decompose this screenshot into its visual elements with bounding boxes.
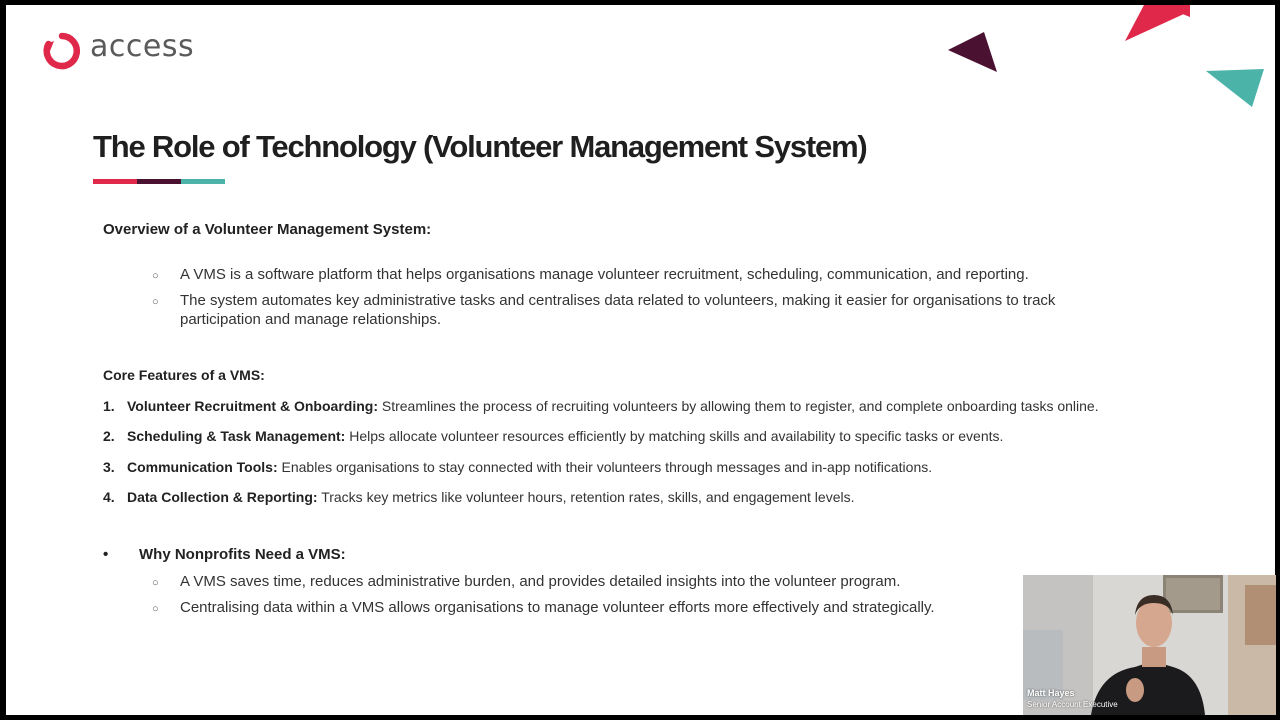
feature-number: 1.	[103, 398, 115, 414]
why-bullet-text: Centralising data within a VMS allows organisations to manage volunteer efforts more effectively and strategically.	[180, 599, 935, 616]
slide-title: The Role of Technology (Volunteer Management System)	[93, 129, 867, 164]
overview-bullet-text: The system automates key administrative tasks and centralises data related to volunteers, making it easier for organisations to track participation and manage relationships.	[180, 292, 1056, 328]
teal-triangle-icon	[1204, 67, 1270, 109]
feature-label: Communication Tools:	[127, 459, 278, 475]
feature-label: Volunteer Recruitment & Onboarding:	[127, 398, 378, 414]
presenter-role: Senior Account Executive	[1027, 700, 1118, 709]
why-bullet-text: A VMS saves time, reduces administrative burden, and provides detailed insights into the volunteer program.	[180, 573, 901, 590]
feature-label: Data Collection & Reporting:	[127, 489, 318, 505]
plum-triangle-icon	[946, 30, 1000, 74]
title-underline	[93, 179, 225, 184]
core-features-heading: Core Features of a VMS:	[103, 367, 265, 383]
access-logo-mark-icon	[40, 32, 84, 70]
feature-text: Enables organisations to stay connected with their volunteers through messages and in-app notifications.	[281, 459, 933, 475]
feature-text: Tracks key metrics like volunteer hours, retention rates, skills, and engagement levels.	[321, 489, 855, 505]
overview-bullet	[152, 291, 1132, 329]
presenter-name: Matt Hayes	[1027, 688, 1075, 698]
feature-text: Helps allocate volunteer resources efficiently by matching skills and availability to specific tasks or events.	[349, 428, 1004, 444]
presenter-webcam	[1023, 575, 1276, 715]
feature-text: Streamlines the process of recruiting volunteers by allowing them to register, and complete onboarding tasks online.	[381, 398, 1099, 414]
feature-number: 2.	[103, 428, 115, 444]
underline-plum-segment	[137, 179, 181, 184]
feature-number: 4.	[103, 489, 115, 505]
overview-bullet-text: A VMS is a software platform that helps organisations manage volunteer recruitment, scheduling, communication, and reporting.	[180, 266, 1029, 283]
overview-heading: Overview of a Volunteer Management System:	[103, 221, 432, 238]
hollow-bullet-icon: ○	[152, 296, 159, 308]
why-bullet	[152, 572, 1132, 591]
overview-bullet	[152, 265, 1132, 284]
hollow-bullet-icon: ○	[152, 270, 159, 282]
why-bullet	[152, 598, 1132, 617]
underline-teal-segment	[181, 179, 225, 184]
filled-bullet-icon: •	[103, 546, 109, 563]
hollow-bullet-icon: ○	[152, 603, 159, 615]
access-logo-text: access	[90, 29, 195, 64]
why-heading-text: Why Nonprofits Need a VMS:	[139, 546, 346, 563]
hollow-bullet-icon: ○	[152, 577, 159, 589]
red-triangle-icon	[1122, 5, 1190, 43]
feature-label: Scheduling & Task Management:	[127, 428, 346, 444]
underline-red-segment	[93, 179, 137, 184]
feature-number: 3.	[103, 459, 115, 475]
